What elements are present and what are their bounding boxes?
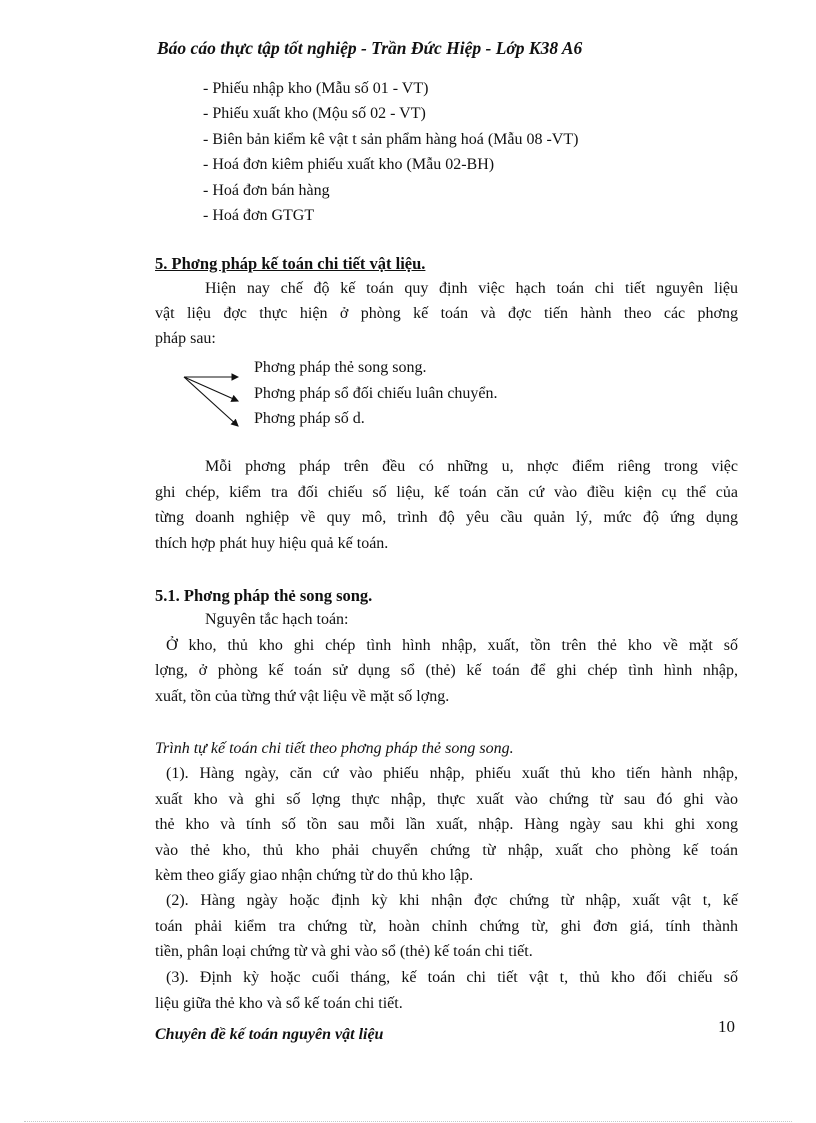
page-bottom-divider <box>24 1121 792 1122</box>
paragraph-line: ghi chép, kiểm tra đối chiếu số liệu, kế toán căn cứ vào điều kiện cụ thể của <box>155 484 738 501</box>
list-item: - Phiếu nhập kho (Mẫu số 01 - VT) <box>203 80 429 97</box>
paragraph-line: xuất kho và ghi số lợng thực nhập, thực xuất vào chứng từ sau đó ghi vào <box>155 791 738 808</box>
section-5-1-heading: 5.1. Phơng pháp thẻ song song. <box>155 586 373 605</box>
list-item: Phơng pháp sổ đối chiếu luân chuyển. <box>254 384 498 402</box>
paragraph-line: Mỗi phơng pháp trên đều có những u, nhợc điểm riêng trong việc <box>205 458 738 475</box>
method-arrows-icon <box>180 364 246 430</box>
page-header: Báo cáo thực tập tốt nghiệp - Trần Đức Hiệp - Lớp K38 A6 <box>157 38 583 58</box>
paragraph-line: thích hợp phát huy hiệu quả kế toán. <box>155 535 389 552</box>
paragraph-line: vật liệu đợc thực hiện ở phòng kế toán và đợc tiến hành theo các phơng <box>155 305 738 322</box>
list-item: Phơng pháp thẻ song song. <box>254 359 427 376</box>
paragraph-line: pháp sau: <box>155 330 216 347</box>
paragraph-line: liệu giữa thẻ kho và sổ kế toán chi tiết. <box>155 995 403 1012</box>
paragraph-line: Ở kho, thủ kho ghi chép tình hình nhập, xuất, tồn trên thẻ kho về mặt số <box>166 637 738 654</box>
paragraph-line: Nguyên tắc hạch toán: <box>205 611 349 628</box>
paragraph-line: (2). Hàng ngày hoặc định kỳ khi nhận đợc chứng từ nhập, xuất vật t, kế <box>166 892 738 909</box>
paragraph-line: (1). Hàng ngày, căn cứ vào phiếu nhập, phiếu xuất thủ kho tiến hành nhập, <box>166 765 738 782</box>
paragraph-line: tiền, phân loại chứng từ và ghi vào sổ (thẻ) kế toán chi tiết. <box>155 943 533 960</box>
sequence-heading: Trình tự kế toán chi tiết theo phơng pháp thẻ song song. <box>155 740 514 757</box>
section-5-heading: 5. Phơng pháp kế toán chi tiết vật liệu. <box>155 254 426 273</box>
document-list <box>203 76 578 228</box>
paragraph-line: từng doanh nghiệp về quy mô, trình độ yêu cầu quản lý, mức độ ứng dụng <box>155 509 738 526</box>
page-number: 10 <box>718 1017 735 1036</box>
list-item: - Phiếu xuất kho (Mộu số 02 - VT) <box>203 105 426 123</box>
paragraph-line: xuất, tồn của từng thứ vật liệu về mặt số lợng. <box>155 688 450 705</box>
paragraph-line: lợng, ở phòng kế toán sử dụng sổ (thẻ) kế toán để ghi chép tình hình nhập, <box>155 662 738 679</box>
list-item: - Hoá đơn kiêm phiếu xuất kho (Mẫu 02-BH) <box>203 156 495 174</box>
page-footer: Chuyên đề kế toán nguyên vật liệu <box>155 1026 384 1043</box>
method-list <box>254 355 498 432</box>
paragraph-line: Hiện nay chế độ kế toán quy định việc hạch toán chi tiết nguyên liệu <box>205 280 738 297</box>
paragraph-line: kèm theo giấy giao nhận chứng từ do thủ kho lập. <box>155 867 474 884</box>
paragraph-line: toán phải kiểm tra chứng từ, hoàn chỉnh chứng từ, ghi đơn giá, tính thành <box>155 918 738 935</box>
paragraph-line: (3). Định kỳ hoặc cuối tháng, kế toán chi tiết vật t, thủ kho đối chiếu số <box>166 969 738 986</box>
list-item: Phơng pháp số d. <box>254 410 365 427</box>
list-item: - Hoá đơn bán hàng <box>203 181 330 199</box>
list-item: - Biên bản kiểm kê vật t sản phẩm hàng hoá (Mẫu 08 -VT) <box>203 130 579 148</box>
paragraph-line: vào thẻ kho, thủ kho phải chuyển chứng từ nhập, xuất cho phòng kế toán <box>155 842 738 859</box>
paragraph-line: thẻ kho và tính số tồn sau mỗi lần xuất, nhập. Hàng ngày sau khi ghi xong <box>155 816 738 833</box>
list-item: - Hoá đơn GTGT <box>203 207 315 225</box>
